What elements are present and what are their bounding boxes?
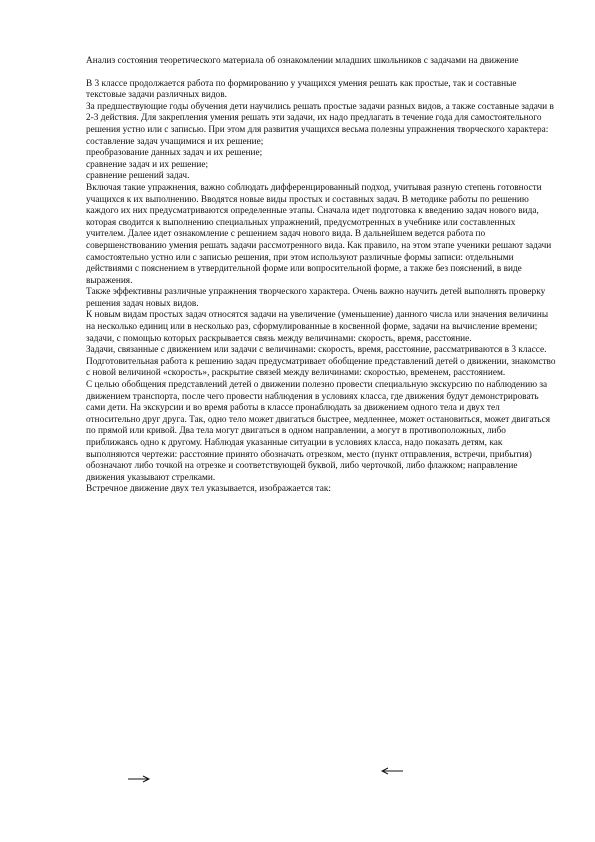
paragraph-oncoming-motion: Встречное движение двух тел указывается, изображается так: [86, 484, 331, 495]
paragraph-creative-exercises: Также эффективны различные упражнения творческого характера. Очень важно научить детей выполнять проверку решения задач новых видов. [86, 287, 546, 309]
list-item: преобразование данных задач и их решение; [86, 148, 263, 159]
paragraph-preparation: Подготовительная работа к решению задач предусматривает обобщение представлений детей о движении, знакомство с новой величиной «скорость», раскрытие связей между величинами: скоростью, временем, расстоянием. [86, 356, 556, 379]
paragraph-excursion: С целью обобщения представлений детей о движении полезно провести специальную экскурсию по наблюдению за движением транспорта, после чего провести наблюдения в условиях класса, где движения будут демонстрировать сами дети. На экскурсии и во время работы в классе пронаблюдать за движением одного тела и двух тел относительно друг друга. Так, одно тело может двигаться быстрее, медленнее, может остановиться, может двигаться по прямой или кривой. Два тела могут двигаться в одном направлении, а могут в противоположных, либо приближаясь одно к другому. Наблюдая указанные ситуации в условиях класса, надо показать детям, как выполняются чертежи: расстояние принято обозначать отрезком, место (пункт отправления, встречи, прибытия) обозначают либо точкой на отрезке и соответствующей буквой, либо черточкой, либо флажком; направление движения указывают стрелками. [86, 380, 551, 483]
document-content [86, 56, 556, 496]
list-item: составление задач учащимися и их решение; [86, 136, 264, 147]
paragraph-methodology: Включая такие упражнения, важно соблюдать дифференцированный подход, учитывая разную степень готовности учащихся к их выполнению. Вводятся новые виды простых и составных задач. В методике работы по решению каждого их них предусматриваются определенные этапы. Сначала идет подготовка к введению задач нового вида, которая сводится к выполнению специальных упражнений, предусмотренных в учебнике или составленных учителем. Далее идет ознакомление с решением задач нового вида. В дальнейшем ведется работа по совершенствованию умения решать задачи рассмотренного вида. Как правило, на этом этапе ученики решают задачи самостоятельно устно или с записью решения, при этом используют различные формы записи: отдельными действиями с пояснением в утвердительной форме или вопросительной форме, а также без пояснений, в виде выражения. [86, 182, 552, 286]
arrow-right-icon [127, 774, 151, 784]
paragraph-motion-tasks: Задачи, связанные с движением или задачи с величинами: скорость, время, расстояние, рассматриваются в 3 классе. [86, 345, 547, 356]
document-title: Анализ состояния теоретического материала об ознакомлении младших школьников с задачами на движение [86, 56, 519, 66]
list-item: сравнение решений задач. [86, 171, 190, 182]
arrow-left-icon [380, 766, 404, 776]
paragraph-previous-years: За предшествующие годы обучения дети научились решать простые задачи разных видов, а также составные задачи в 2-3 действия. Для закрепления умения решать эти задачи, их надо предлагать в течение года для самостоятельного решения устно или с записью. При этом для развития учащихся весьма полезны упражнения творческого характера: [86, 101, 554, 135]
paragraph-intro: В 3 классе продолжается работа по формированию у учащихся умения решать как простые, так и составные текстовые задачи различных видов. [86, 78, 517, 101]
paragraph-new-task-types: К новым видам простых задач относятся задачи на увеличение (уменьшение) данного числа или значения величины на несколько единиц или в несколько раз, сформулированные в косвенной форме, задачи на вычисление времени; задачи, с помощью которых раскрывается связь между величинами: скорость, время, расстояние. [86, 310, 549, 344]
list-item: сравнение задач и их решение; [86, 159, 209, 170]
